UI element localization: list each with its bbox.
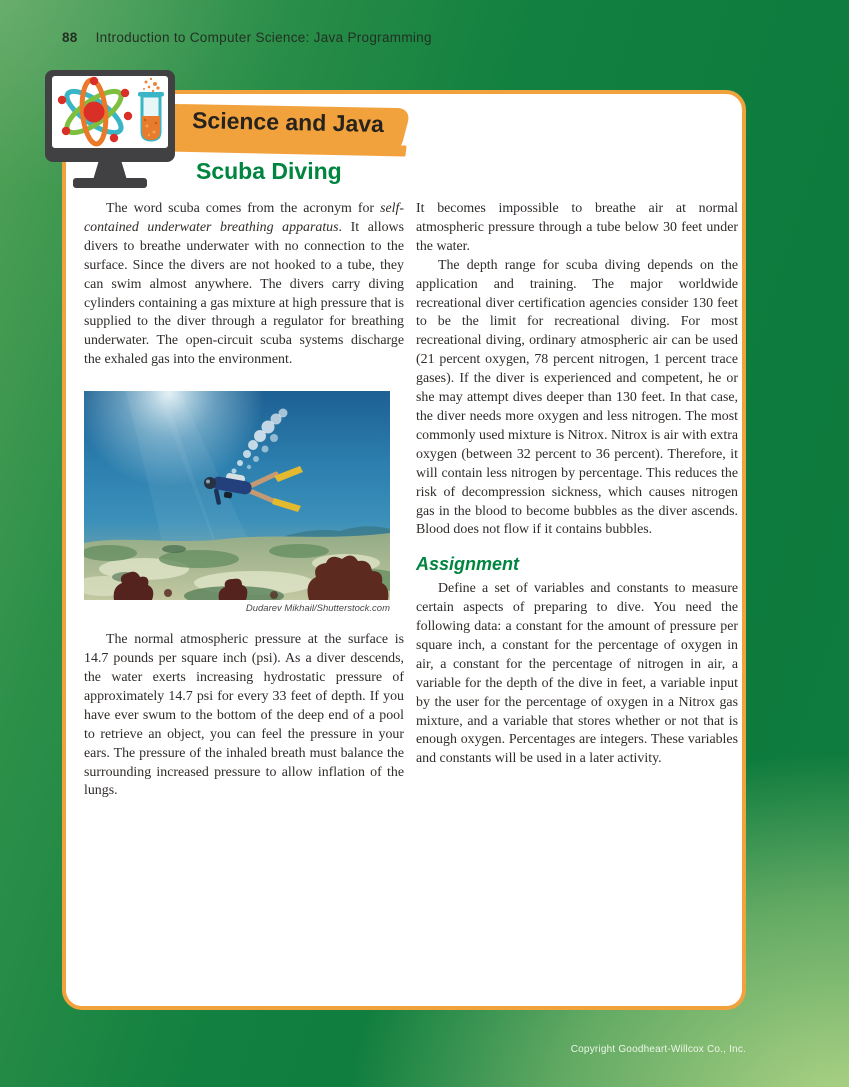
assignment-heading: Assignment <box>416 554 520 575</box>
atom-icon <box>58 77 132 145</box>
photo-credit: Dudarev Mikhail/Shutterstock.com <box>245 603 390 615</box>
intro-italic-term: self-contained underwater breathing apparatus <box>84 201 404 235</box>
test-tube-icon <box>138 78 164 140</box>
paragraph-depth-range: The depth range for scuba diving depends on the application and training. The major worldwide recreational diver certification agencies consider 130 feet to be the limit for recreational diving. For most recreational diving, ordinary atmospheric air can be used (21 percent oxygen, 78 percent nitrogen, 1 percent trace gases). If the diver is experienced and competent, he or she may attempt dives deeper than 130 feet. In that case, the diver needs more oxygen and less nitrogen. The most commonly used mixture is Nitrox. Nitrox is air with extra oxygen (between 32 percent to 36 percent). Therefore, it will contain less nitrogen by percentage. This reduces the risk of decompression sickness, which causes nitrogen gas in the blood to become bubbles as the diver ascends. Blood does not flow if it contains bubbles. <box>416 257 738 538</box>
page-header <box>62 30 432 45</box>
paragraph-breathing-limit: It becomes impossible to breathe air at normal atmospheric pressure through a tube below 30 feet under the water. <box>416 201 738 254</box>
banner-title: Science and Java <box>191 106 385 138</box>
paragraph-pressure: The normal atmospheric pressure at the surface is 14.7 pounds per square inch (psi). As a diver descends, the water exerts increasing hydrostatic pressure of approximately 14.7 psi for every 33 feet of depth. If you have ever swum to the bottom of the deep end of a pool to retrieve an object, you can feel the pressure in your ears. The pressure of the inhaled breath must balance the surrounding increased pressure to allow inflation of the lungs. <box>84 632 404 799</box>
column-left <box>84 200 404 801</box>
monitor-science-icon <box>45 70 175 190</box>
intro-text-after-italic: . It allows divers to breathe underwater with no connection to the surface. Since the divers are not hooked to a tube, they can swim almost anywhere. The divers carry diving cylinders containing a gas mixture at high pressure that is supplied to the diver through a regulator for breathing underwater. The open-circuit scuba systems discharge the exhaled gas into the environment. <box>84 219 404 368</box>
monitor-stand-base <box>73 178 147 188</box>
paragraph-scuba-intro <box>84 200 404 370</box>
column-right <box>416 200 738 769</box>
article-title: Scuba Diving <box>196 158 342 184</box>
intro-text-before-italic: The word scuba comes from the acronym for <box>106 201 381 216</box>
feature-card <box>62 90 746 1010</box>
book-title: Introduction to Computer Science: Java Programming <box>95 30 432 45</box>
paragraph-assignment: Define a set of variables and constants to measure certain aspects of preparing to dive. You need the following data: a constant for the amount of pressure per square inch, a constant for the percentage of oxygen in air, a constant for the percentage of nitrogen in air, a variable for the depth of the dive in feet, a variable input by the user for the percentage of oxygen in a Nitrox gas mixture, and a variable that stores whether or not that is enough oxygen. Percentages are integers. These variables and constants will be used in a later activity. <box>416 581 738 767</box>
scuba-photo <box>84 391 390 600</box>
copyright-notice: Copyright Goodheart-Willcox Co., Inc. <box>570 1044 746 1055</box>
page-number: 88 <box>62 30 78 45</box>
monitor-screen <box>52 76 168 148</box>
